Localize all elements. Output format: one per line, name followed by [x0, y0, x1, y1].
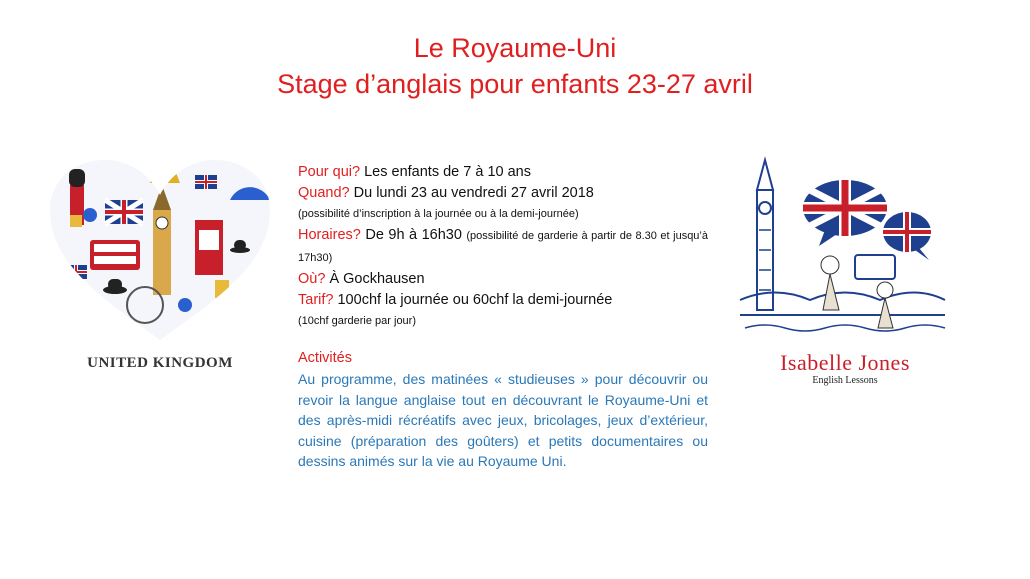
price-label: Tarif? [298, 292, 334, 308]
when-note: (possibilité d’inscription à la journée ou à la demi-journée) [298, 208, 579, 220]
when-line [298, 183, 708, 204]
brand-name: Isabelle Jones [780, 350, 910, 375]
title-line-2: Stage d’anglais pour enfants 23-27 avril [277, 69, 753, 99]
activities-heading: Activités [298, 350, 352, 366]
slide-title [0, 30, 1030, 102]
who-label: Pour qui? [298, 164, 361, 180]
title-line-1: Le Royaume-Uni [413, 33, 617, 63]
info-block [298, 162, 708, 472]
price-line [298, 290, 708, 311]
where-line [298, 269, 708, 290]
big-ben-speech-bubbles-logo-icon [735, 150, 950, 350]
price-note: (10chf garderie par jour) [298, 315, 417, 327]
hours-note: (possibilité de garderie à partir de 8.30 et jusqu’à 17h30) [298, 230, 708, 264]
hours-label: Horaires? [298, 227, 361, 243]
activities-text: Au programme, des matinées « studieuses » pour découvrir ou revoir la langue anglaise tout en découvrant le Royaume-Uni et des après-midi récréatifs avec jeux, bricolages, jeux d’extérieur, cuisine (préparation des goûters) et petits documentaires ou dessins animés sur la vie au Royaume Uni. [298, 371, 708, 469]
uk-heart-collage-icon [45, 155, 275, 345]
uk-caption: UNITED KINGDOM [87, 355, 233, 371]
hours-value: De 9h à 16h30 [360, 227, 467, 243]
where-label: Où? [298, 271, 326, 287]
who-value: Les enfants de 7 à 10 ans [360, 164, 531, 180]
hours-line [298, 225, 708, 269]
when-value: Du lundi 23 au vendredi 27 avril 2018 [349, 185, 594, 201]
brand-subtitle: English Lessons [812, 375, 878, 386]
when-label: Quand? [298, 185, 350, 201]
who-line [298, 162, 708, 183]
price-value: 100chf la journée ou 60chf la demi-journée [333, 292, 613, 308]
where-value: À Gockhausen [325, 271, 425, 287]
